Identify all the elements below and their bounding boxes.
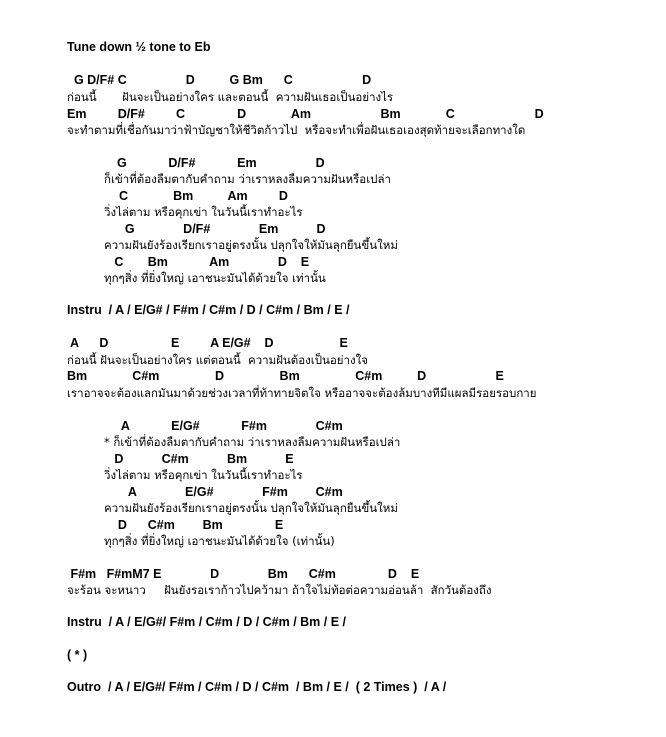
- lyric-line: จะทำตามที่เชื่อกันมาว่าฟ้าบัญชาให้ชีวิตก้าวไป หรือจะทำเพื่อฝันเธอเองสุดท้ายจะเลือกทางใด: [67, 123, 526, 137]
- chord-line: F#m F#mM7 E D Bm C#m D E: [67, 567, 420, 581]
- lyric-line: จะร้อน จะหนาว ฝันยังรอเราก้าวไปคว้ามา ถ้าใจไม่ท้อต่อความอ่อนล้า สักวันต้องถึง: [67, 583, 492, 597]
- lyric-line: ก็เข้าที่ต้องลืมตากับคำถาม ว่าเราหลงลืมความฝันหรือเปล่า: [104, 172, 391, 186]
- lyric-line: ก่อนนี้ ฝันจะเป็นอย่างใคร แต่ตอนนี้ ความฝันต้องเป็นอย่างใจ: [67, 353, 368, 367]
- lyric-line: ทุกๆสิ่ง ที่ยิ่งใหญ่ เอาชนะมันได้ด้วยใจ เท่านั้น: [104, 271, 326, 285]
- chord-line: G D/F# Em D: [117, 156, 325, 170]
- lyric-line: * ก็เข้าที่ต้องลืมตากับคำถาม ว่าเราหลงลืมความฝันหรือเปล่า: [104, 435, 401, 449]
- lyric-line: วิ่งไล่ตาม หรือคุกเข่า ในวันนี้เราทำอะไร: [104, 205, 303, 219]
- instrumental-line: Instru / A / E/G# / F#m / C#m / D / C#m / Bm / E /: [67, 303, 350, 317]
- chord-line: C Bm Am D E: [104, 255, 310, 269]
- chord-line: C Bm Am D: [112, 189, 288, 203]
- instrumental-line: Instru / A / E/G#/ F#m / C#m / D / C#m / Bm / E /: [67, 615, 346, 629]
- lyric-line: วิ่งไล่ตาม หรือคุกเข่า ในวันนี้เราทำอะไร: [104, 468, 303, 482]
- sheet-title: Tune down ½ tone to Eb: [67, 40, 211, 54]
- chord-line: G D/F# Em D: [104, 222, 326, 236]
- chord-line: A E/G# F#m C#m: [104, 419, 343, 433]
- chord-line: Bm C#m D Bm C#m D E: [67, 369, 504, 383]
- chord-line: A E/G# F#m C#m: [104, 485, 343, 499]
- chord-line: G D/F# C D G Bm C D: [67, 73, 372, 87]
- lyric-line: ก่อนนี้ ฝันจะเป็นอย่างใคร และตอนนี้ ความฝันเธอเป็นอย่างไร: [67, 90, 394, 104]
- lyric-line: เราอาจจะต้องแลกมันมาด้วยช่วงเวลาที่ท้าทายจิตใจ หรืออาจจะต้องล้มบางทีมีแผลมีรอยรอบกาย: [67, 386, 537, 400]
- repeat-marker: ( * ): [67, 648, 88, 662]
- chord-line: A D E A E/G# D E: [67, 336, 348, 350]
- chord-line: D C#m Bm E: [104, 518, 284, 532]
- outro-line: Outro / A / E/G#/ F#m / C#m / D / C#m / Bm / E / ( 2 Times ) / A /: [67, 680, 447, 694]
- lyric-line: ความฝันยังร้องเรียกเราอยู่ตรงนั้น ปลุกใจให้มันลุกยืนขึ้นใหม่: [104, 238, 398, 252]
- chord-line: D C#m Bm E: [104, 452, 294, 466]
- lyric-line: ทุกๆสิ่ง ที่ยิ่งใหญ่ เอาชนะมันได้ด้วยใจ (เท่านั้น): [104, 534, 335, 548]
- chord-line: Em D/F# C D Am Bm C D: [67, 107, 544, 121]
- lyric-line: ความฝันยังร้องเรียกเราอยู่ตรงนั้น ปลุกใจให้มันลุกยืนขึ้นใหม่: [104, 501, 398, 515]
